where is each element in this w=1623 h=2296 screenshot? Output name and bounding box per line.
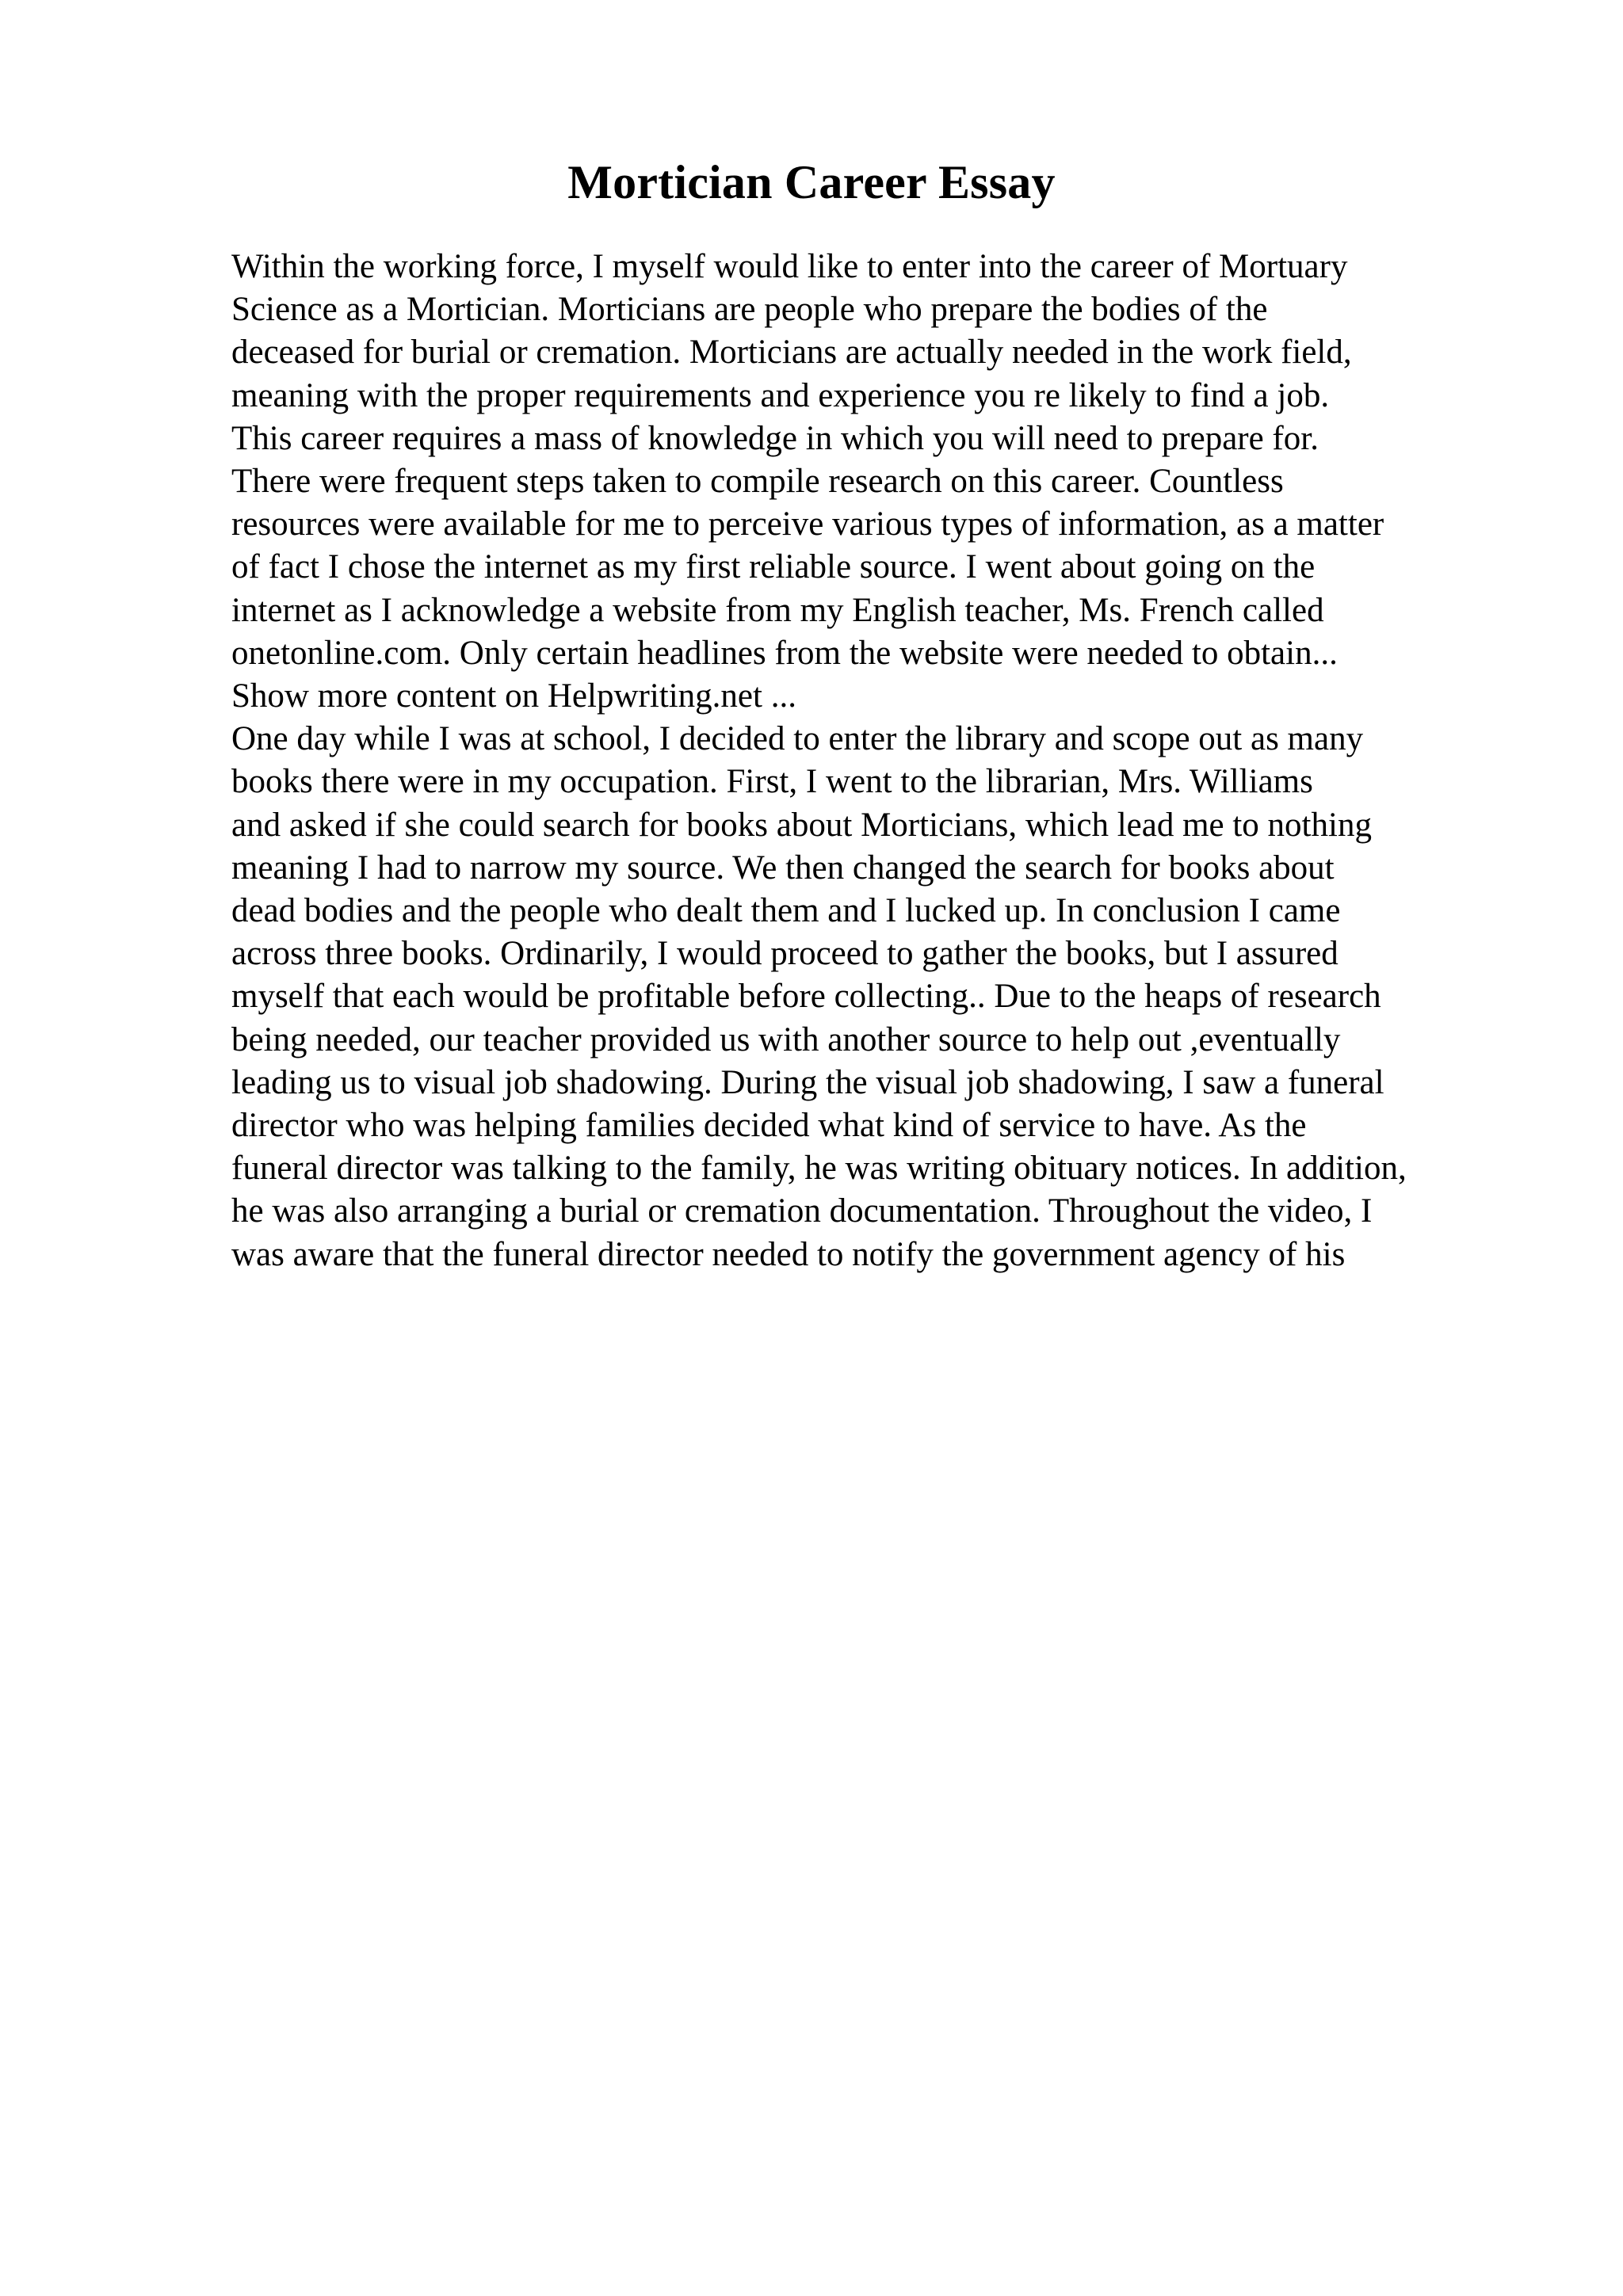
essay-line: and asked if she could search for books about Morticians, which lead me to nothing [231,806,1372,844]
essay-line: deceased for burial or cremation. Morticians are actually needed in the work field, [231,334,1352,372]
essay-line: resources were available for me to perceive various types of information, as a matter [231,505,1384,543]
essay-line: was aware that the funeral director needed to notify the government agency of his [231,1235,1346,1273]
essay-line: funeral director was talking to the family, he was writing obituary notices. In addition, [231,1150,1407,1188]
essay-line: director who was helping families decided what kind of service to have. As the [231,1107,1307,1145]
essay-line: myself that each would be profitable before collecting.. Due to the heaps of research [231,978,1381,1016]
essay-line: of fact I chose the internet as my first reliable source. I went about going on the [231,548,1316,586]
essay-line: meaning with the proper requirements and experience you re likely to find a job. [231,376,1330,414]
essay-line: onetonline.com. Only certain headlines from the website were needed to obtain... [231,634,1338,672]
essay-line: leading us to visual job shadowing. During the visual job shadowing, I saw a funeral [231,1063,1384,1101]
essay-body [231,246,1594,1276]
essay-line: Science as a Mortician. Morticians are people who prepare the bodies of the [231,291,1268,329]
essay-line: There were frequent steps taken to compile research on this career. Countless [231,463,1284,501]
essay-line: he was also arranging a burial or cremation documentation. Throughout the video, I [231,1192,1373,1230]
essay-line: Within the working force, I myself would like to enter into the career of Mortuary [231,248,1348,285]
essay-line: internet as I acknowledge a website from my English teacher, Ms. French called [231,591,1324,629]
show-more-line[interactable]: Show more content on Helpwriting.net ... [231,677,796,715]
essay-line: meaning I had to narrow my source. We then changed the search for books about [231,849,1335,887]
document-title: Mortician Career Essay [567,156,1056,208]
essay-line: dead bodies and the people who dealt them and I lucked up. In conclusion I came [231,892,1341,930]
essay-line: books there were in my occupation. First, I went to the librarian, Mrs. Williams [231,763,1313,801]
essay-line: One day while I was at school, I decided to enter the library and scope out as many [231,720,1364,758]
essay-line: being needed, our teacher provided us with another source to help out ,eventually [231,1020,1341,1058]
essay-line: across three books. Ordinarily, I would proceed to gather the books, but I assured [231,935,1338,973]
essay-line: This career requires a mass of knowledge in which you will need to prepare for. [231,419,1319,457]
